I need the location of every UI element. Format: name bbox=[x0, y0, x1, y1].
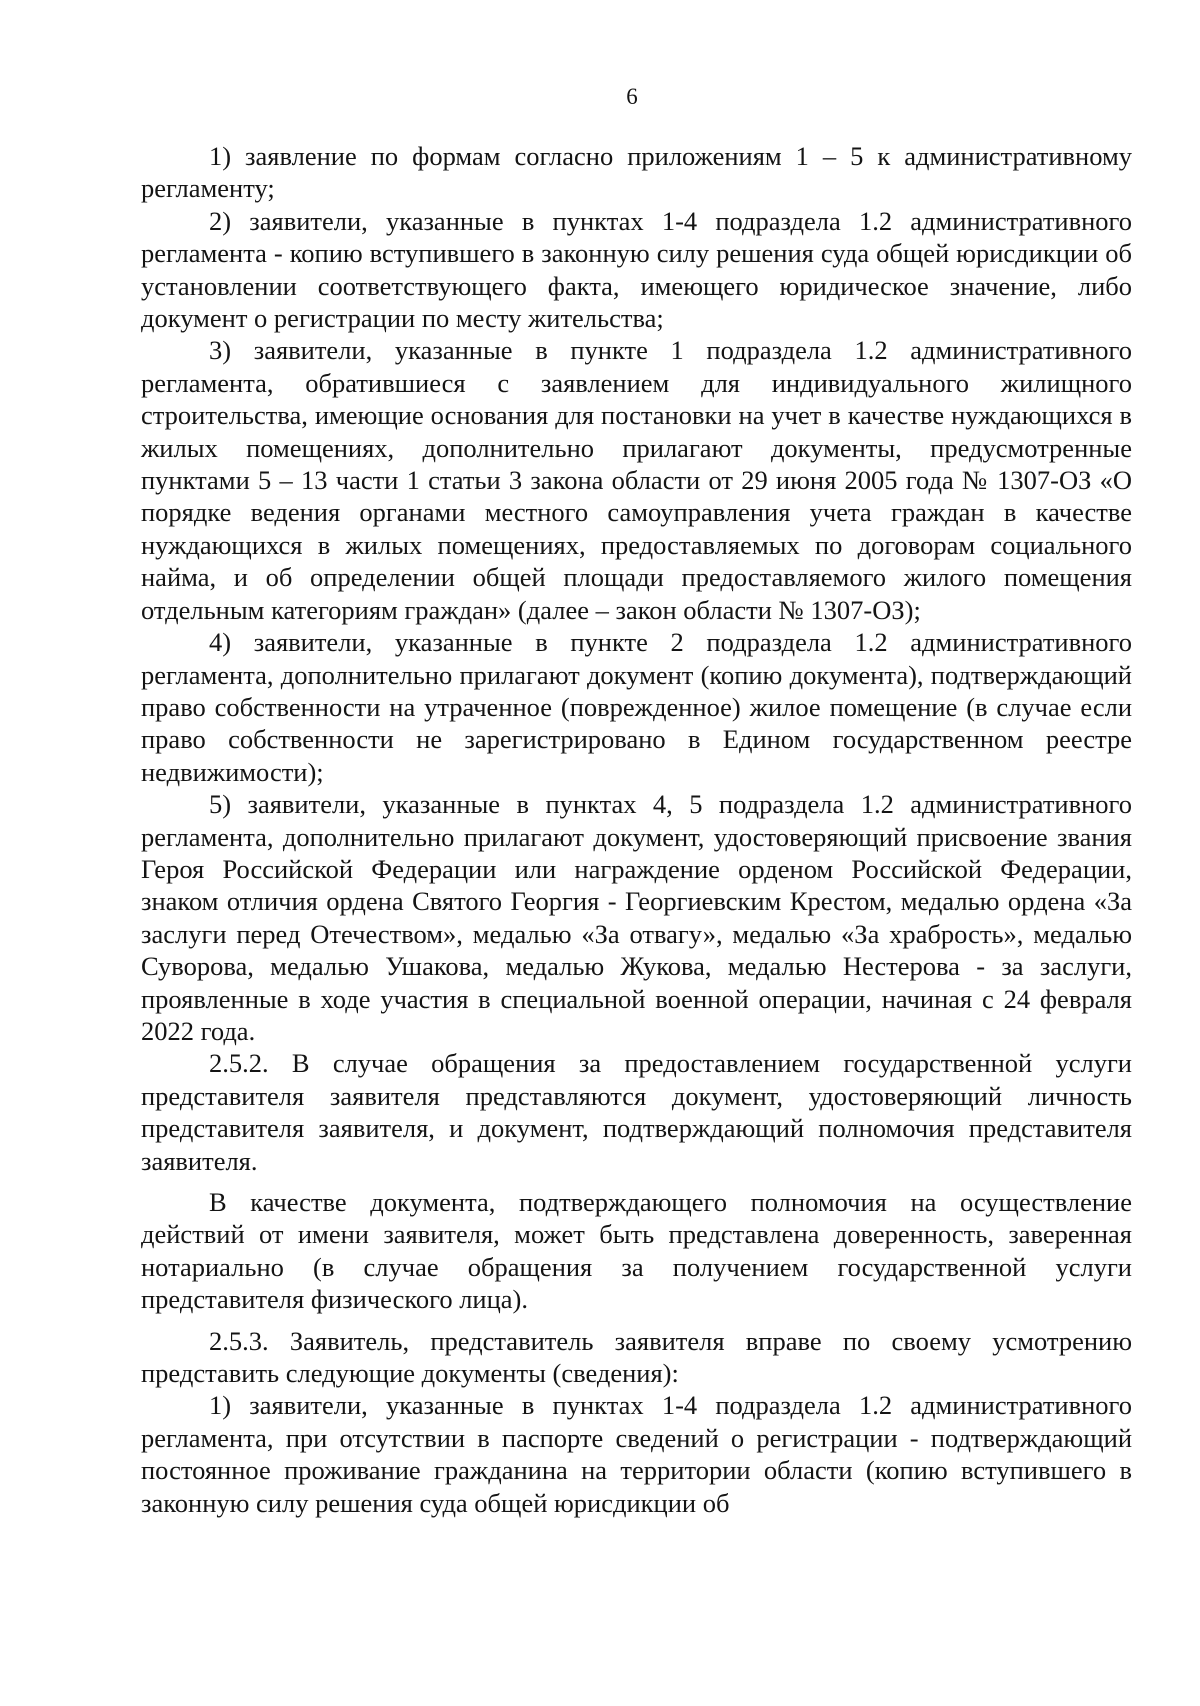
paragraph-item-3: 3) заявители, указанные в пункте 1 подраздела 1.2 административного регламента, обратившиеся с заявлением для индивидуального жилищного строительства, имеющие основания для постановки на учет в качестве нуждающихся в жилых помещениях, дополнительно прилагают документы, предусмотренные пунктами 5 – 13 части 1 статьи 3 закона области от 29 июня 2005 года № 1307-ОЗ «О порядке ведения органами местного самоуправления учета граждан в качестве нуждающихся в жилых помещениях, предоставляемых по договорам социального найма, и об определении общей площади предоставляемого жилого помещения отдельным категориям граждан» (далее – закон области № 1307-ОЗ); bbox=[141, 335, 1132, 625]
paragraph-2-5-2: 2.5.2. В случае обращения за предоставлением государственной услуги представителя заявителя представляются документ, удостоверяющий личность представителя заявителя, и документ, подтверждающий полномочия представителя заявителя. bbox=[141, 1048, 1132, 1176]
paragraph-2-5-3-item-1: 1) заявители, указанные в пунктах 1-4 подраздела 1.2 административного регламента, при отсутствии в паспорте сведений о регистрации - подтверждающий постоянное проживание гражданина на территории области (копию вступившего в законную силу решения суда общей юрисдикции об bbox=[141, 1390, 1132, 1518]
paragraph-2-5-3: 2.5.3. Заявитель, представитель заявителя вправе по своему усмотрению представить следующие документы (сведения): bbox=[141, 1325, 1132, 1389]
paragraph-item-4: 4) заявители, указанные в пункте 2 подраздела 1.2 административного регламента, дополнительно прилагают документ (копию документа), подтверждающий право собственности на утраченное (поврежденное) жилое помещение (в случае если право собственности не зарегистрировано в Едином государственном реестре недвижимости); bbox=[141, 627, 1132, 787]
page-number: 6 bbox=[626, 84, 638, 109]
paragraph-item-1: 1) заявление по формам согласно приложениям 1 – 5 к административному регламенту; bbox=[141, 141, 1132, 204]
paragraph-item-2: 2) заявители, указанные в пунктах 1-4 подраздела 1.2 административного регламента - копию вступившего в законную силу решения суда общей юрисдикции об установлении соответствующего факта, имеющего юридическое значение, либо документ о регистрации по месту жительства; bbox=[141, 205, 1132, 334]
paragraph-power-of-attorney: В качестве документа, подтверждающего полномочия на осуществление действий от имени заявителя, может быть представлена доверенность, заверенная нотариально (в случае обращения за получением государственной услуги представителя физического лица). bbox=[141, 1187, 1132, 1315]
document-body bbox=[141, 140, 1132, 1519]
paragraph-item-5: 5) заявители, указанные в пунктах 4, 5 подраздела 1.2 административного регламента, дополнительно прилагают документ, удостоверяющий присвоение звания Героя Российской Федерации или награждение орденом Российской Федерации, знаком отличия ордена Святого Георгия - Георгиевским Крестом, медалью ордена «За заслуги перед Отечеством», медалью «За отвагу», медалью «За храбрость», медалью Суворова, медалью Ушакова, медалью Жукова, медалью Нестерова - за заслуги, проявленные в ходе участия в специальной военной операции, начиная с 24 февраля 2022 года. bbox=[141, 789, 1132, 1046]
